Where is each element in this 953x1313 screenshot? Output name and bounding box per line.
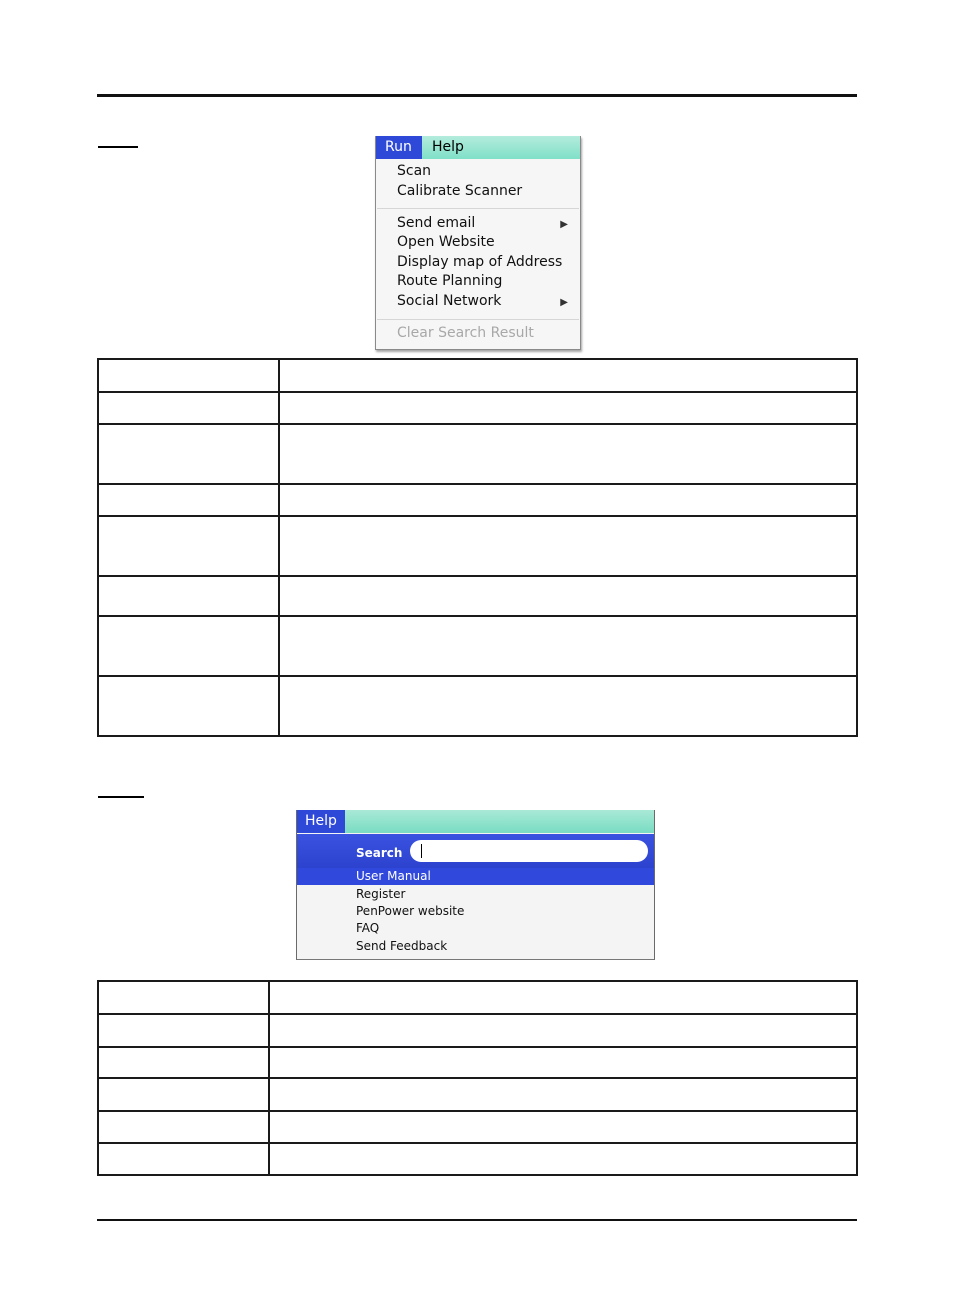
menu-item-calibrate-scanner[interactable]: Calibrate Scanner <box>397 183 523 199</box>
run-menu-bar <box>376 136 580 159</box>
run-menu-table <box>97 358 858 737</box>
footer-rule <box>97 1219 857 1221</box>
table-row <box>98 424 857 484</box>
menubar-item-help[interactable]: Help <box>297 810 345 833</box>
help-item-faq[interactable]: FAQ <box>356 921 380 935</box>
table-row <box>98 1143 857 1175</box>
submenu-arrow-icon: ▶ <box>560 297 568 308</box>
help-item-user-manual[interactable]: User Manual <box>297 868 654 885</box>
table-row <box>98 1111 857 1143</box>
section-heading-help-underline <box>98 796 144 798</box>
help-item-penpower-website[interactable]: PenPower website <box>356 904 465 918</box>
table-row <box>98 392 857 424</box>
menu-separator <box>377 208 579 209</box>
menubar-item-run[interactable]: Run <box>376 136 422 159</box>
table-row <box>98 676 857 736</box>
help-menu-table <box>97 980 858 1176</box>
table-row <box>98 1047 857 1078</box>
search-label: Search <box>356 846 403 860</box>
table-row <box>98 981 857 1014</box>
menu-item-display-map-of-address[interactable]: Display map of Address <box>397 254 563 270</box>
help-item-register[interactable]: Register <box>356 887 406 901</box>
menubar-item-help[interactable]: Help <box>432 139 464 155</box>
run-menu-screenshot <box>375 136 581 350</box>
table-row <box>98 484 857 516</box>
submenu-arrow-icon: ▶ <box>560 219 568 230</box>
table-row <box>98 576 857 616</box>
table-row <box>98 616 857 676</box>
table-row <box>98 516 857 576</box>
help-item-send-feedback[interactable]: Send Feedback <box>356 939 448 953</box>
help-menu-bar <box>297 810 654 833</box>
menu-item-scan[interactable]: Scan <box>397 163 432 179</box>
section-heading-run-underline <box>98 146 138 148</box>
search-input[interactable] <box>410 840 648 862</box>
menu-item-send-email[interactable]: Send email <box>397 215 476 231</box>
table-row <box>98 1078 857 1111</box>
menu-item-open-website[interactable]: Open Website <box>397 234 495 250</box>
table-row <box>98 1014 857 1047</box>
help-menu-screenshot <box>296 810 655 960</box>
table-row <box>98 359 857 392</box>
header-rule <box>97 94 857 97</box>
menu-item-clear-search-result: Clear Search Result <box>397 325 534 341</box>
menu-item-social-network[interactable]: Social Network <box>397 293 502 309</box>
text-caret <box>421 844 422 858</box>
menu-item-route-planning[interactable]: Route Planning <box>397 273 503 289</box>
menu-separator <box>377 319 579 320</box>
